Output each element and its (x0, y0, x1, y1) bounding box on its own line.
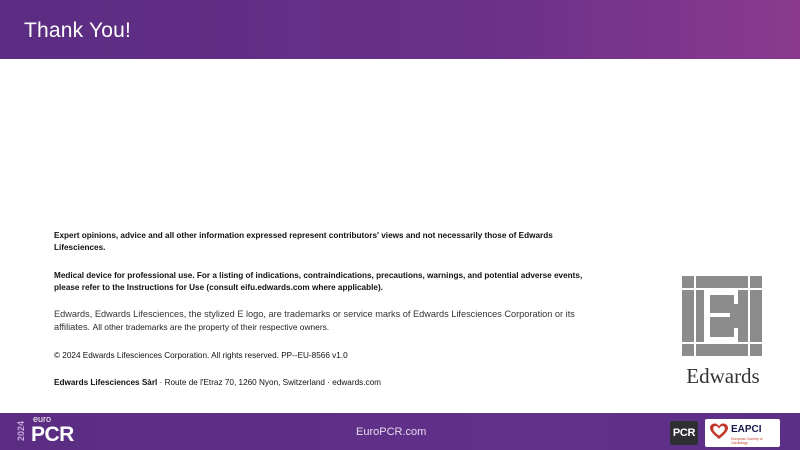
copyright-text: © 2024 Edwards Lifesciences Corporation. All rights reserved. PP--EU-8566 v1.0 (54, 351, 348, 360)
eapci-subtitle: European Society of Cardiology (731, 437, 763, 445)
disclaimer-medical-device: Medical device for professional use. For a listing of indications, contraindications, precautions, warnings, and potential adverse events, please refer to the Instructions for Use (consult eifu.edwards.com where applicable). (54, 271, 583, 293)
pcr-badge-logo: PCR (670, 421, 698, 445)
trademarks-other-text: All other trademarks are the property of their respective owners. (92, 321, 330, 332)
company-name: Edwards Lifesciences Sàrl (54, 378, 158, 387)
trademarks-main-text: Edwards, Edwards Lifesciences, the stylized E logo, are trademarks or service marks of Edwards Lifesciences Corporation or its affiliates. (54, 309, 575, 332)
footer-year: 2024 (16, 420, 26, 442)
eapci-label: EAPCI (731, 424, 762, 435)
company-address-text: · Route de l'Etraz 70, 1260 Nyon, Switzerland · edwards.com (157, 378, 381, 387)
edwards-wordmark: Edwards (686, 364, 760, 388)
disclaimer-opinions: Expert opinions, advice and all other information expressed represent contributors' views and not necessarily those of Edwards Lifesciences. (54, 231, 553, 253)
page-title: Thank You! (24, 19, 132, 42)
disclaimer-trademarks (54, 308, 599, 333)
company-address (54, 377, 599, 389)
footer-euro-label: euro (33, 414, 52, 424)
europcr-logo: PCR (31, 423, 74, 446)
footer-website-link[interactable]: EuroPCR.com (356, 426, 427, 438)
eapci-heart-icon (709, 422, 729, 442)
